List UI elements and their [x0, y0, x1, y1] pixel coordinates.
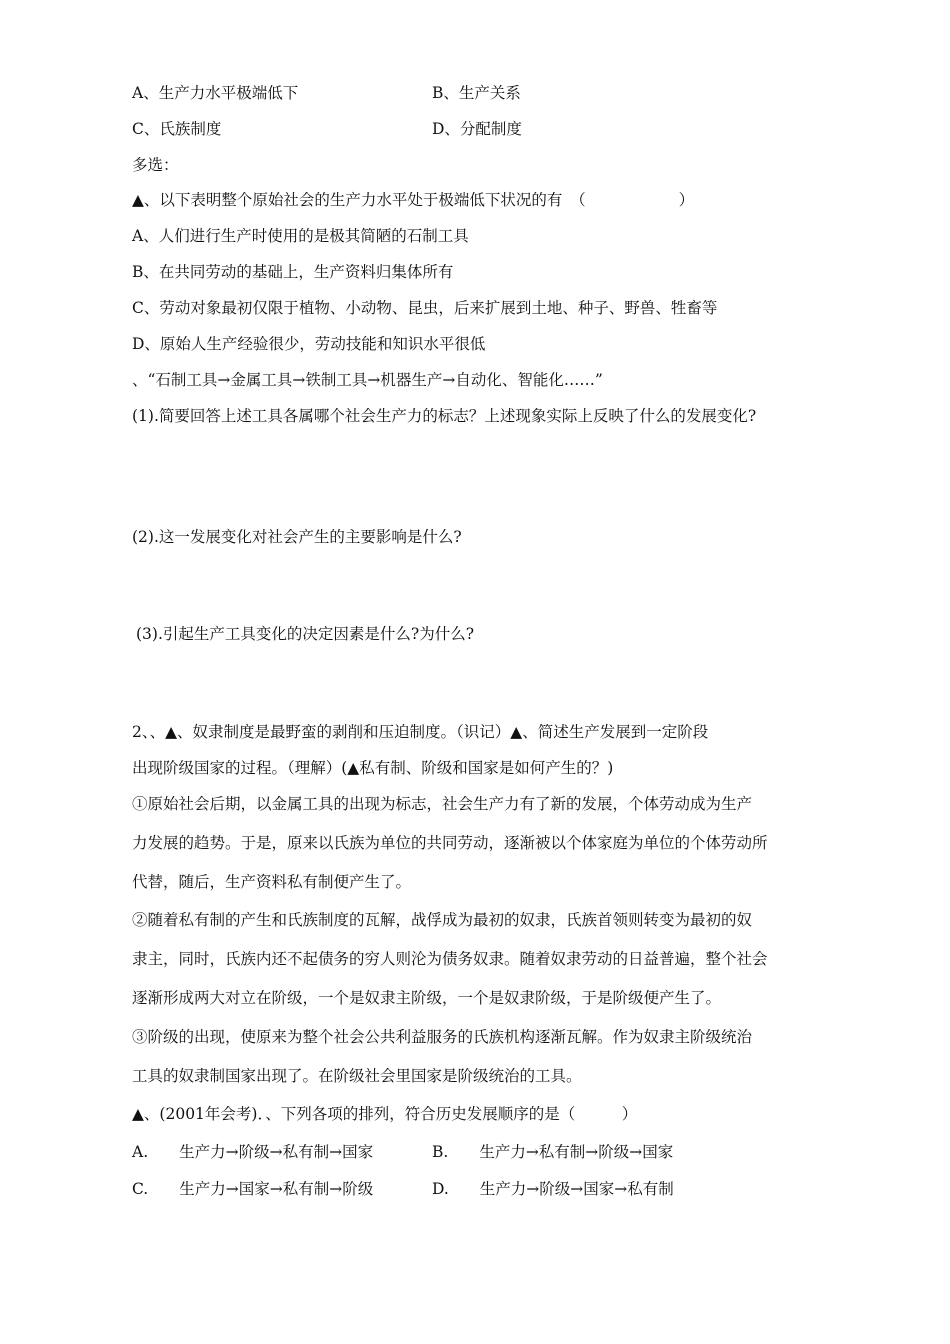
paragraph-2-line: ②随着私有制的产生和氏族制度的瓦解，战俘成为最初的奴隶，氏族首领则转变为最初的奴	[132, 911, 753, 929]
option-d: D、分配制度	[432, 120, 522, 138]
paragraph-1-line: 力发展的趋势。于是，原来以氏族为单位的共同劳动，逐渐被以个体家庭为单位的个体劳动所	[132, 834, 768, 852]
question-stem: ▲、(2001年会考)．、下列各项的排列，符合历史发展顺序的是（ ）	[132, 1105, 638, 1123]
option-d: D. 生产力→阶级→国家→私有制	[432, 1180, 674, 1198]
section-heading-line2: 出现阶级国家的过程。（理解）(▲私有制、阶级和国家是如何产生的？)	[132, 759, 614, 777]
option-d: D、原始人生产经验很少，劳动技能和知识水平很低	[132, 335, 486, 353]
paragraph-1-line: ①原始社会后期，以金属工具的出现为标志，社会生产力有了新的发展，个体劳动成为生产	[132, 795, 753, 813]
option-b: B、在共同劳动的基础上，生产资料归集体所有	[132, 263, 454, 281]
option-b: B、生产关系	[432, 84, 521, 102]
paragraph-1-line: 代替，随后，生产资料私有制便产生了。	[132, 873, 412, 891]
sub-question-2: (2).这一发展变化对社会产生的主要影响是什么?	[132, 528, 462, 546]
question-stem: ▲、以下表明整个原始社会的生产力水平处于极端低下状况的有 （ ）	[132, 191, 695, 209]
paragraph-3-line: ③阶级的出现，使原来为整个社会公共利益服务的氏族机构逐渐瓦解。作为奴隶主阶级统治	[132, 1028, 753, 1046]
paragraph-2-line: 逐渐形成两大对立在阶级，一个是奴隶主阶级，一个是奴隶阶级，于是阶级便产生了。	[132, 989, 722, 1007]
option-c: C、氏族制度	[132, 120, 222, 138]
option-a: A、人们进行生产时使用的是极其简陋的石制工具	[132, 227, 469, 245]
sub-question-1: (1).简要回答上述工具各属哪个社会生产力的标志？上述现象实际上反映了什么的发展变化?	[132, 407, 757, 425]
option-c: C. 生产力→国家→私有制→阶级	[132, 1180, 374, 1198]
option-c: C、劳动对象最初仅限于植物、小动物、昆虫，后来扩展到土地、种子、野兽、牲畜等	[132, 299, 718, 317]
option-b: B. 生产力→私有制→阶级→国家	[432, 1143, 674, 1161]
tools-quote: 、“石制工具→金属工具→铁制工具→机器生产→自动化、智能化……”	[132, 371, 603, 389]
section-heading-line1: 2、、▲、奴隶制度是最野蛮的剥削和压迫制度。（识记）▲、简述生产发展到一定阶段	[132, 723, 709, 741]
paragraph-3-line: 工具的奴隶制国家出现了。在阶级社会里国家是阶级统治的工具。	[132, 1067, 582, 1085]
option-a: A. 生产力→阶级→私有制→国家	[132, 1143, 374, 1161]
sub-question-3: (3).引起生产工具变化的决定因素是什么?为什么?	[136, 625, 475, 643]
multi-select-label: 多选：	[132, 156, 179, 174]
paragraph-2-line: 隶主，同时，氏族内还不起债务的穷人则沦为债务奴隶。随着奴隶劳动的日益普遍，整个社会	[132, 950, 768, 968]
option-a: A、生产力水平极端低下	[132, 84, 299, 102]
